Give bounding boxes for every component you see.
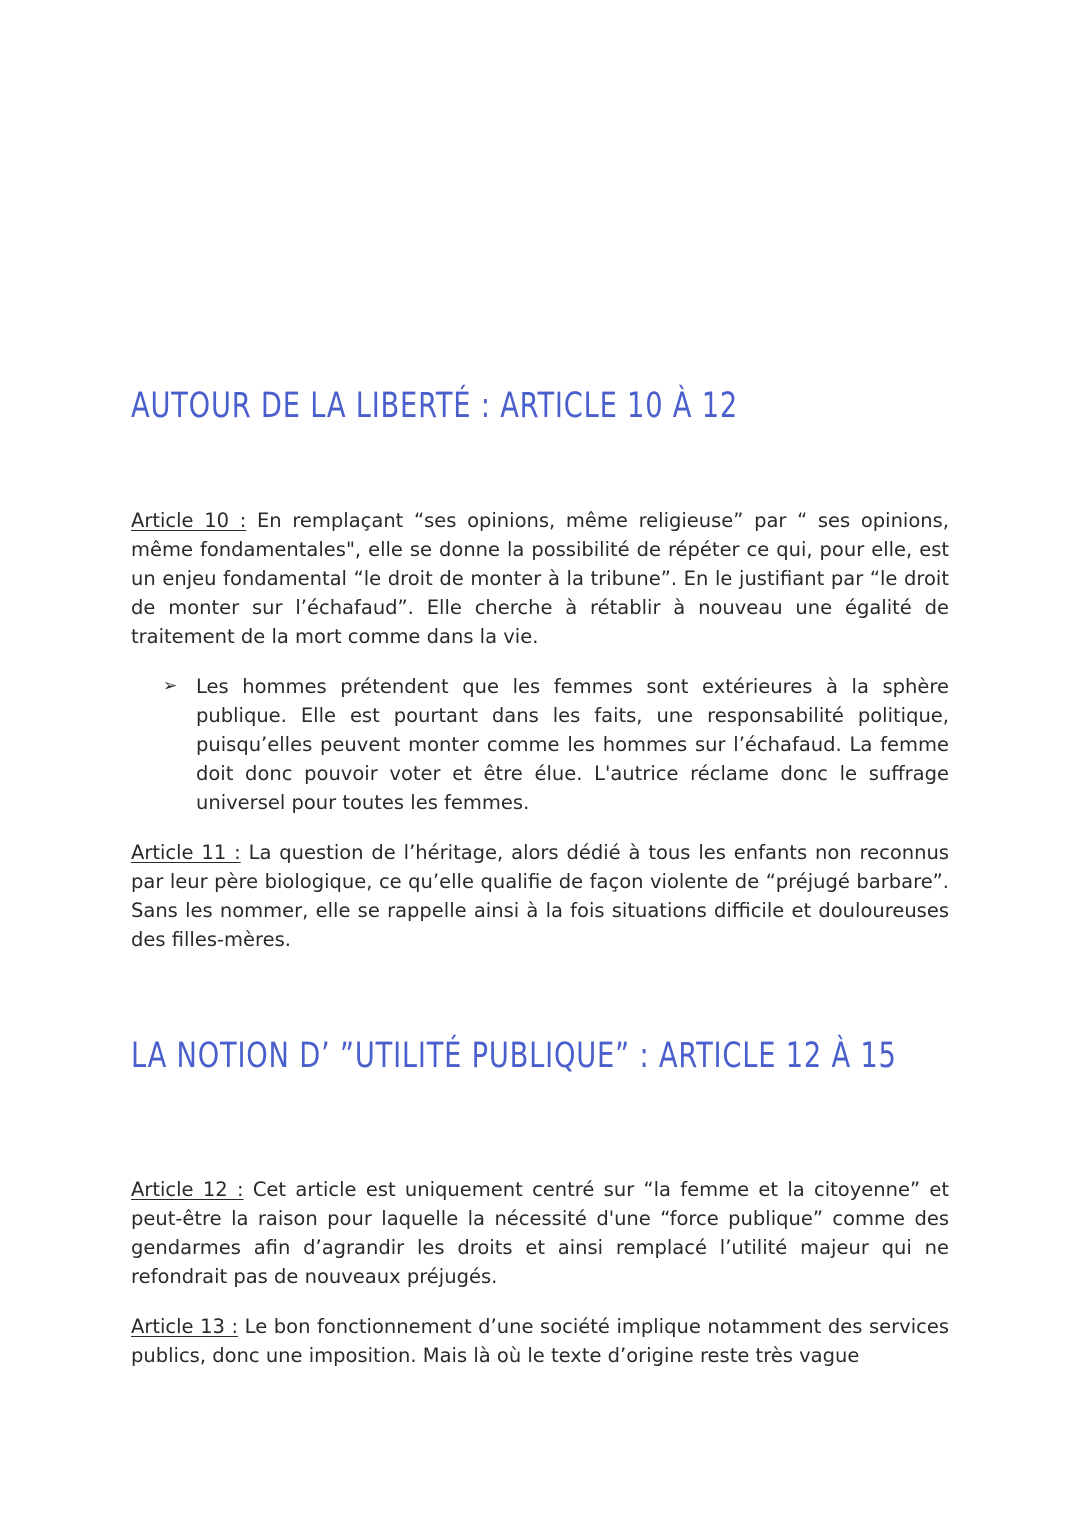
- article-13-label: Article 13 :: [131, 1315, 239, 1338]
- section-heading-utilite-publique: LA NOTION D’ ”UTILITÉ PUBLIQUE” : ARTICLE 12 À 15: [131, 1036, 897, 1076]
- article-11-text: La question de l’héritage, alors dédié à tous les enfants non reconnus par leur père biologique, ce qu’elle qualifie de façon violente de “préjugé barbare”. Sans les nommer, elle se rappelle ainsi à la fois situations difficile et douloureuses des filles-mères.: [131, 841, 949, 951]
- article-13-paragraph: [131, 1312, 949, 1370]
- article-12-paragraph: [131, 1175, 949, 1291]
- section-heading-liberte: AUTOUR DE LA LIBERTÉ : ARTICLE 10 À 12: [131, 386, 739, 426]
- article-11-label: Article 11 :: [131, 841, 241, 864]
- article-11-paragraph: [131, 838, 949, 954]
- arrowhead-bullet-icon: ➢: [163, 676, 178, 696]
- bullet-item: [163, 672, 949, 817]
- article-12-text: Cet article est uniquement centré sur “la femme et la citoyenne” et peut-être la raison pour laquelle la nécessité d'une “force publique” comme des gendarmes afin d’agrandir les droits et ainsi remplacé l’utilité majeur qui ne refondrait pas de nouveaux préjugés.: [131, 1178, 949, 1288]
- article-12-label: Article 12 :: [131, 1178, 244, 1201]
- article-13-text: Le bon fonctionnement d’une société implique notamment des services publics, donc une imposition. Mais là où le texte d’origine reste très vague: [131, 1315, 949, 1367]
- article-10-label: Article 10 :: [131, 509, 247, 532]
- article-10-paragraph: [131, 506, 949, 651]
- article-10-text: En remplaçant “ses opinions, même religieuse” par “ ses opinions, même fondamentales", elle se donne la possibilité de répéter ce qui, pour elle, est un enjeu fondamental “le droit de monter à la tribune”. En le justifiant par “le droit de monter sur l’échafaud”. Elle cherche à rétablir à nouveau une égalité de traitement de la mort comme dans la vie.: [131, 509, 949, 648]
- bullet-text: Les hommes prétendent que les femmes sont extérieures à la sphère publique. Elle est pourtant dans les faits, une responsabilité politique, puisqu’elles peuvent monter comme les hommes sur l’échafaud. La femme doit donc pouvoir voter et être élue. L'autrice réclame donc le suffrage universel pour toutes les femmes.: [196, 675, 949, 814]
